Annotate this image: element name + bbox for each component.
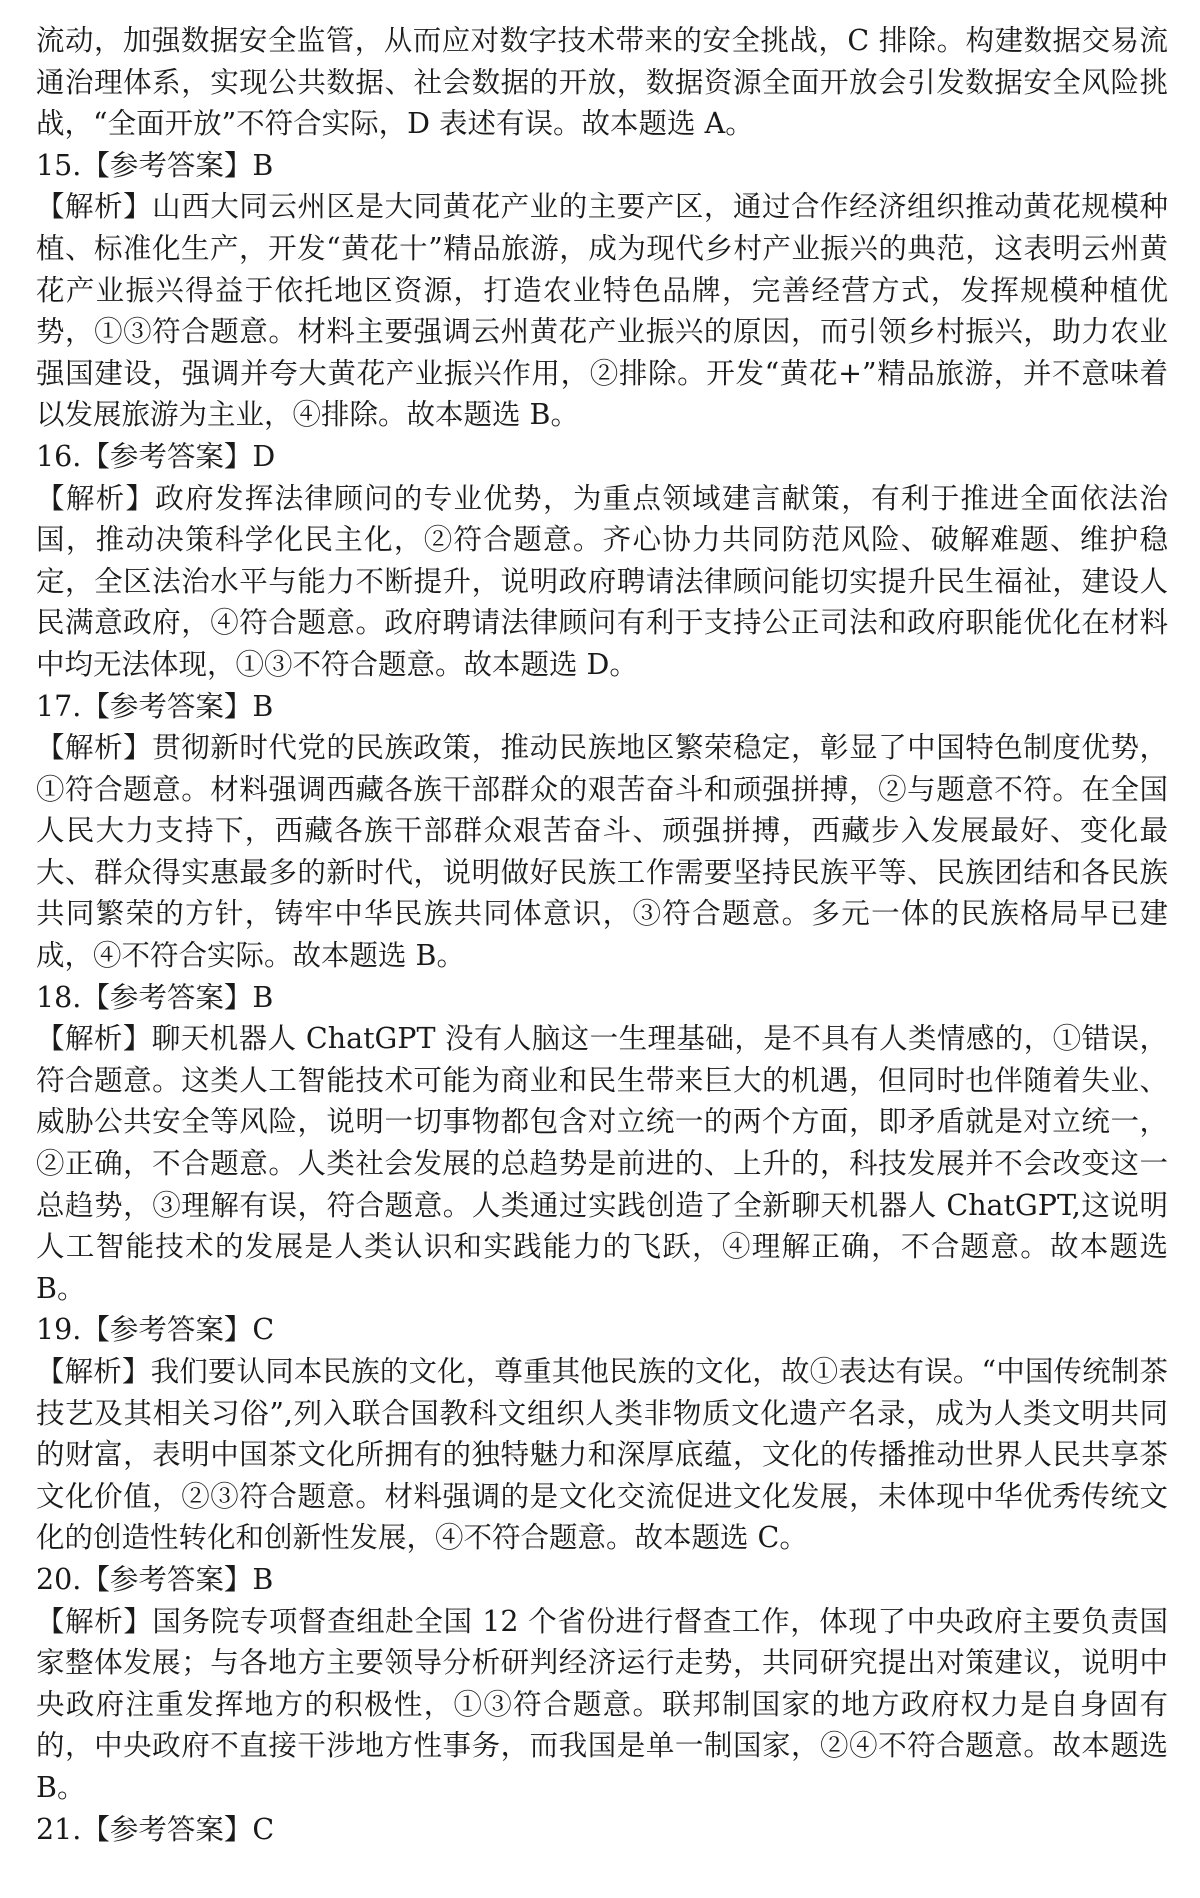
analysis-paragraph: 【解析】我们要认同本民族的文化，尊重其他民族的文化，故①表达有误。“中国传统制茶技艺及其相关习俗”,列入联合国教科文组织人类非物质文化遗产名录，成为人类文明共同的财富，表明中国茶文化所拥有的独特魅力和深厚底蕴，文化的传播推动世界人民共享茶文化价值，②③符合题意。材料强调的是文化交流促进文化发展，未体现中华优秀传统文化的创造性转化和创新性发展，④不符合题意。故本题选 C。	[36, 1355, 1168, 1555]
analysis-paragraph: 【解析】贯彻新时代党的民族政策，推动民族地区繁荣稳定，彰显了中国特色制度优势，①符合题意。材料强调西藏各族干部群众的艰苦奋斗和顽强拼搏，②与题意不符。在全国人民大力支持下，西藏各族干部群众艰苦奋斗、顽强拼搏，西藏步入发展最好、变化最大、群众得实惠最多的新时代，说明做好民族工作需要坚持民族平等、民族团结和各民族共同繁荣的方针，铸牢中华民族共同体意识，③符合题意。多元一体的民族格局早已建成，④不符合实际。故本题选 B。	[36, 731, 1168, 973]
analysis-paragraph: 【解析】国务院专项督查组赴全国 12 个省份进行督查工作，体现了中央政府主要负责国家整体发展；与各地方主要领导分析研判经济运行走势，共同研究提出对策建议，说明中央政府注重发挥地方的积极性，①③符合题意。联邦制国家的地方政府权力是自身固有的，中央政府不直接干涉地方性事务，而我国是单一制国家，②④不符合题意。故本题选 B。	[36, 1604, 1168, 1804]
answer-heading: 15.【参考答案】B	[36, 148, 274, 182]
answer-heading: 18.【参考答案】B	[36, 980, 274, 1014]
answer-block-19	[36, 1309, 1168, 1559]
analysis-paragraph: 【解析】山西大同云州区是大同黄花产业的主要产区，通过合作经济组织推动黄花规模种植、标准化生产，开发“黄花十”精品旅游，成为现代乡村产业振兴的典范，这表明云州黄花产业振兴得益于依托地区资源，打造农业特色品牌，完善经营方式，发挥规模种植优势，①③符合题意。材料主要强调云州黄花产业振兴的原因，而引领乡村振兴，助力农业强国建设，强调并夸大黄花产业振兴作用，②排除。开发“黄花+”精品旅游，并不意味着以发展旅游为主业，④排除。故本题选 B。	[36, 190, 1168, 432]
answer-heading: 16.【参考答案】D	[36, 439, 276, 473]
analysis-paragraph: 【解析】政府发挥法律顾问的专业优势，为重点领域建言献策，有利于推进全面依法治国，推动决策科学化民主化，②符合题意。齐心协力共同防范风险、破解难题、维护稳定，全区法治水平与能力不断提升，说明政府聘请法律顾问能切实提升民生福祉，建设人民满意政府，④符合题意。政府聘请法律顾问有利于支持公正司法和政府职能优化在材料中均无法体现，①③不符合题意。故本题选 D。	[36, 481, 1168, 681]
answer-heading: 17.【参考答案】B	[36, 689, 274, 723]
answer-block-15	[36, 145, 1168, 436]
answer-block-20	[36, 1559, 1168, 1809]
answer-block-16	[36, 436, 1168, 686]
answer-block-18	[36, 977, 1168, 1310]
answer-heading: 20.【参考答案】B	[36, 1562, 274, 1596]
intro-paragraph: 流动，加强数据安全监管，从而应对数字技术带来的安全挑战，C 排除。构建数据交易流通治理体系，实现公共数据、社会数据的开放，数据资源全面开放会引发数据安全风险挑战，“全面开放”不符合实际，D 表述有误。故本题选 A。	[36, 24, 1168, 141]
analysis-paragraph: 【解析】聊天机器人 ChatGPT 没有人脑这一生理基础，是不具有人类情感的，①错误，符合题意。这类人工智能技术可能为商业和民生带来巨大的机遇，但同时也伴随着失业、威胁公共安全等风险，说明一切事物都包含对立统一的两个方面，即矛盾就是对立统一，②正确，不合题意。人类社会发展的总趋势是前进的、上升的，科技发展并不会改变这一总趋势，③理解有误，符合题意。人类通过实践创造了全新聊天机器人 ChatGPT,这说明人工智能技术的发展是人类认识和实践能力的飞跃，④理解正确，不合题意。故本题选 B。	[36, 1022, 1168, 1305]
answer-heading: 19.【参考答案】C	[36, 1313, 275, 1347]
answer-block-17	[36, 686, 1168, 977]
answer-heading-21: 21.【参考答案】C	[36, 1812, 275, 1846]
